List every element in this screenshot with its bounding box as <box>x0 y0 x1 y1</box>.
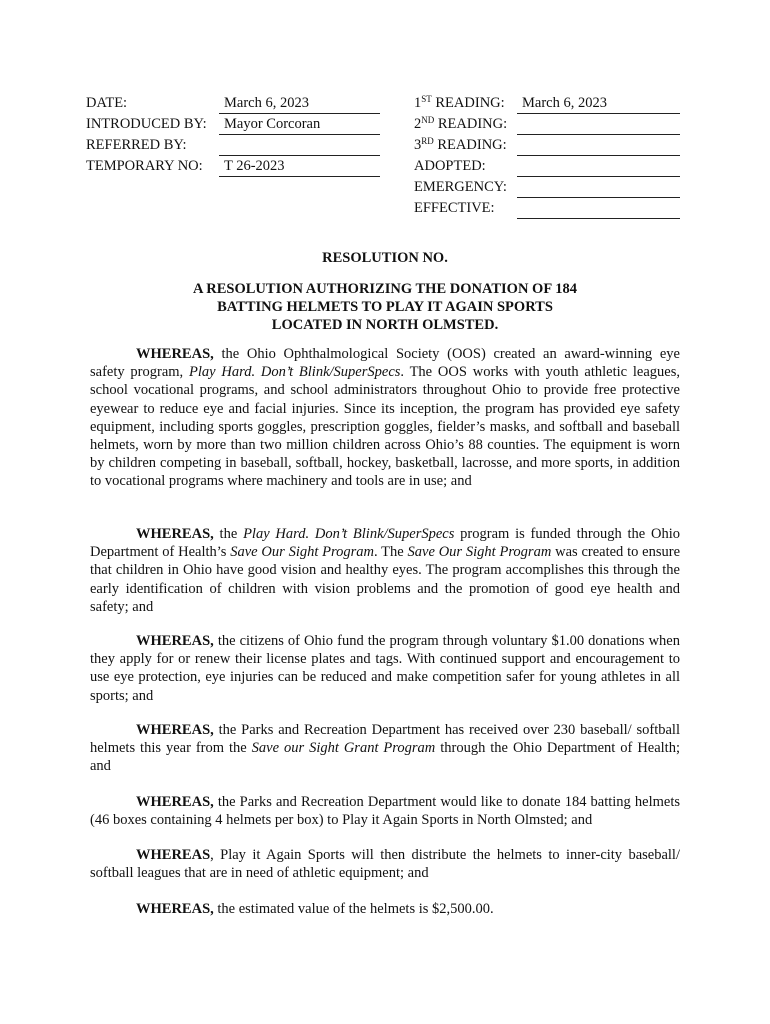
whereas-paragraph-4: WHEREAS, the Parks and Recreation Department has received over 230 baseball/ softball helmets this year from the Save our Sight Grant Program through the Ohio Department of Health; and <box>90 722 680 775</box>
resolution-title-line-2: BATTING HELMETS TO PLAY IT AGAIN SPORTS <box>217 299 553 315</box>
temporary-no-label: TEMPORARY NO: <box>86 158 203 174</box>
whereas-paragraph-1: WHEREAS, the Ohio Ophthalmological Society (OOS) created an award-winning eye safety program, Play Hard. Don’t Blink/SuperSpecs. The OOS works with youth athletic leagues, school vocational programs, and school administrators throughout Ohio to provide free protective eyewear to reduce eye and facial injuries. Since its inception, the program has provided eye safety equipment, including sports goggles, prescription goggles, fielder’s masks, and softball and baseball helmets, worn by more than two million children across Ohio’s 88 counties. The equipment is worn by children competing in baseball, softball, hockey, basketball, lacrosse, and more sports, in addition to vocational programs where machinery and tools are in use; and <box>90 346 681 490</box>
second-reading-value <box>517 116 680 135</box>
whereas-paragraph-7: WHEREAS, the estimated value of the helmets is $2,500.00. <box>136 901 494 917</box>
resolution-number: RESOLUTION NO. <box>322 250 448 266</box>
date-value: March 6, 2023 <box>219 95 380 114</box>
first-reading-value: March 6, 2023 <box>517 95 680 114</box>
adopted-label: ADOPTED: <box>414 158 486 174</box>
date-label: DATE: <box>86 95 128 111</box>
resolution-title-line-3: LOCATED IN NORTH OLMSTED. <box>271 317 499 333</box>
emergency-value <box>517 179 680 198</box>
whereas-paragraph-2: WHEREAS, the Play Hard. Don’t Blink/SuperSpecs program is funded through the Ohio Department of Health’s Save Our Sight Program. The Save Our Sight Program was created to ensure that children in Ohio have good vision and healthy eyes. The program accomplishes this through the early identification of children with vision problems and the promotion of good eye health and safety; and <box>90 526 681 615</box>
referred-by-value <box>219 137 380 156</box>
first-reading-label: 1ST READING: <box>414 94 505 111</box>
emergency-label: EMERGENCY: <box>414 179 507 195</box>
resolution-title-line-1: A RESOLUTION AUTHORIZING THE DONATION OF 184 <box>192 281 578 297</box>
referred-by-label: REFERRED BY: <box>86 137 187 153</box>
third-reading-value <box>517 137 680 156</box>
effective-label: EFFECTIVE: <box>414 200 495 216</box>
whereas-paragraph-5: WHEREAS, the Parks and Recreation Department would like to donate 184 batting helmets (46 boxes containing 4 helmets per box) to Play it Again Sports in North Olmsted; and <box>90 794 680 829</box>
introduced-by-label: INTRODUCED BY: <box>86 116 207 132</box>
whereas-paragraph-6: WHEREAS, Play it Again Sports will then distribute the helmets to inner-city baseball/ softball leagues that are in need of athletic equipment; and <box>90 847 680 882</box>
effective-value <box>517 200 680 219</box>
introduced-by-value: Mayor Corcoran <box>219 116 380 135</box>
adopted-value <box>517 158 680 177</box>
second-reading-label: 2ND READING: <box>414 115 508 132</box>
temporary-no-value: T 26-2023 <box>219 158 380 177</box>
third-reading-label: 3RD READING: <box>414 136 507 153</box>
whereas-paragraph-3: WHEREAS, the citizens of Ohio fund the program through voluntary $1.00 donations when they apply for or renew their license plates and tags. With continued support and encouragement to use eye protection, eye injuries can be reduced and make competition safer for young athletes in all sports; and <box>90 633 680 704</box>
